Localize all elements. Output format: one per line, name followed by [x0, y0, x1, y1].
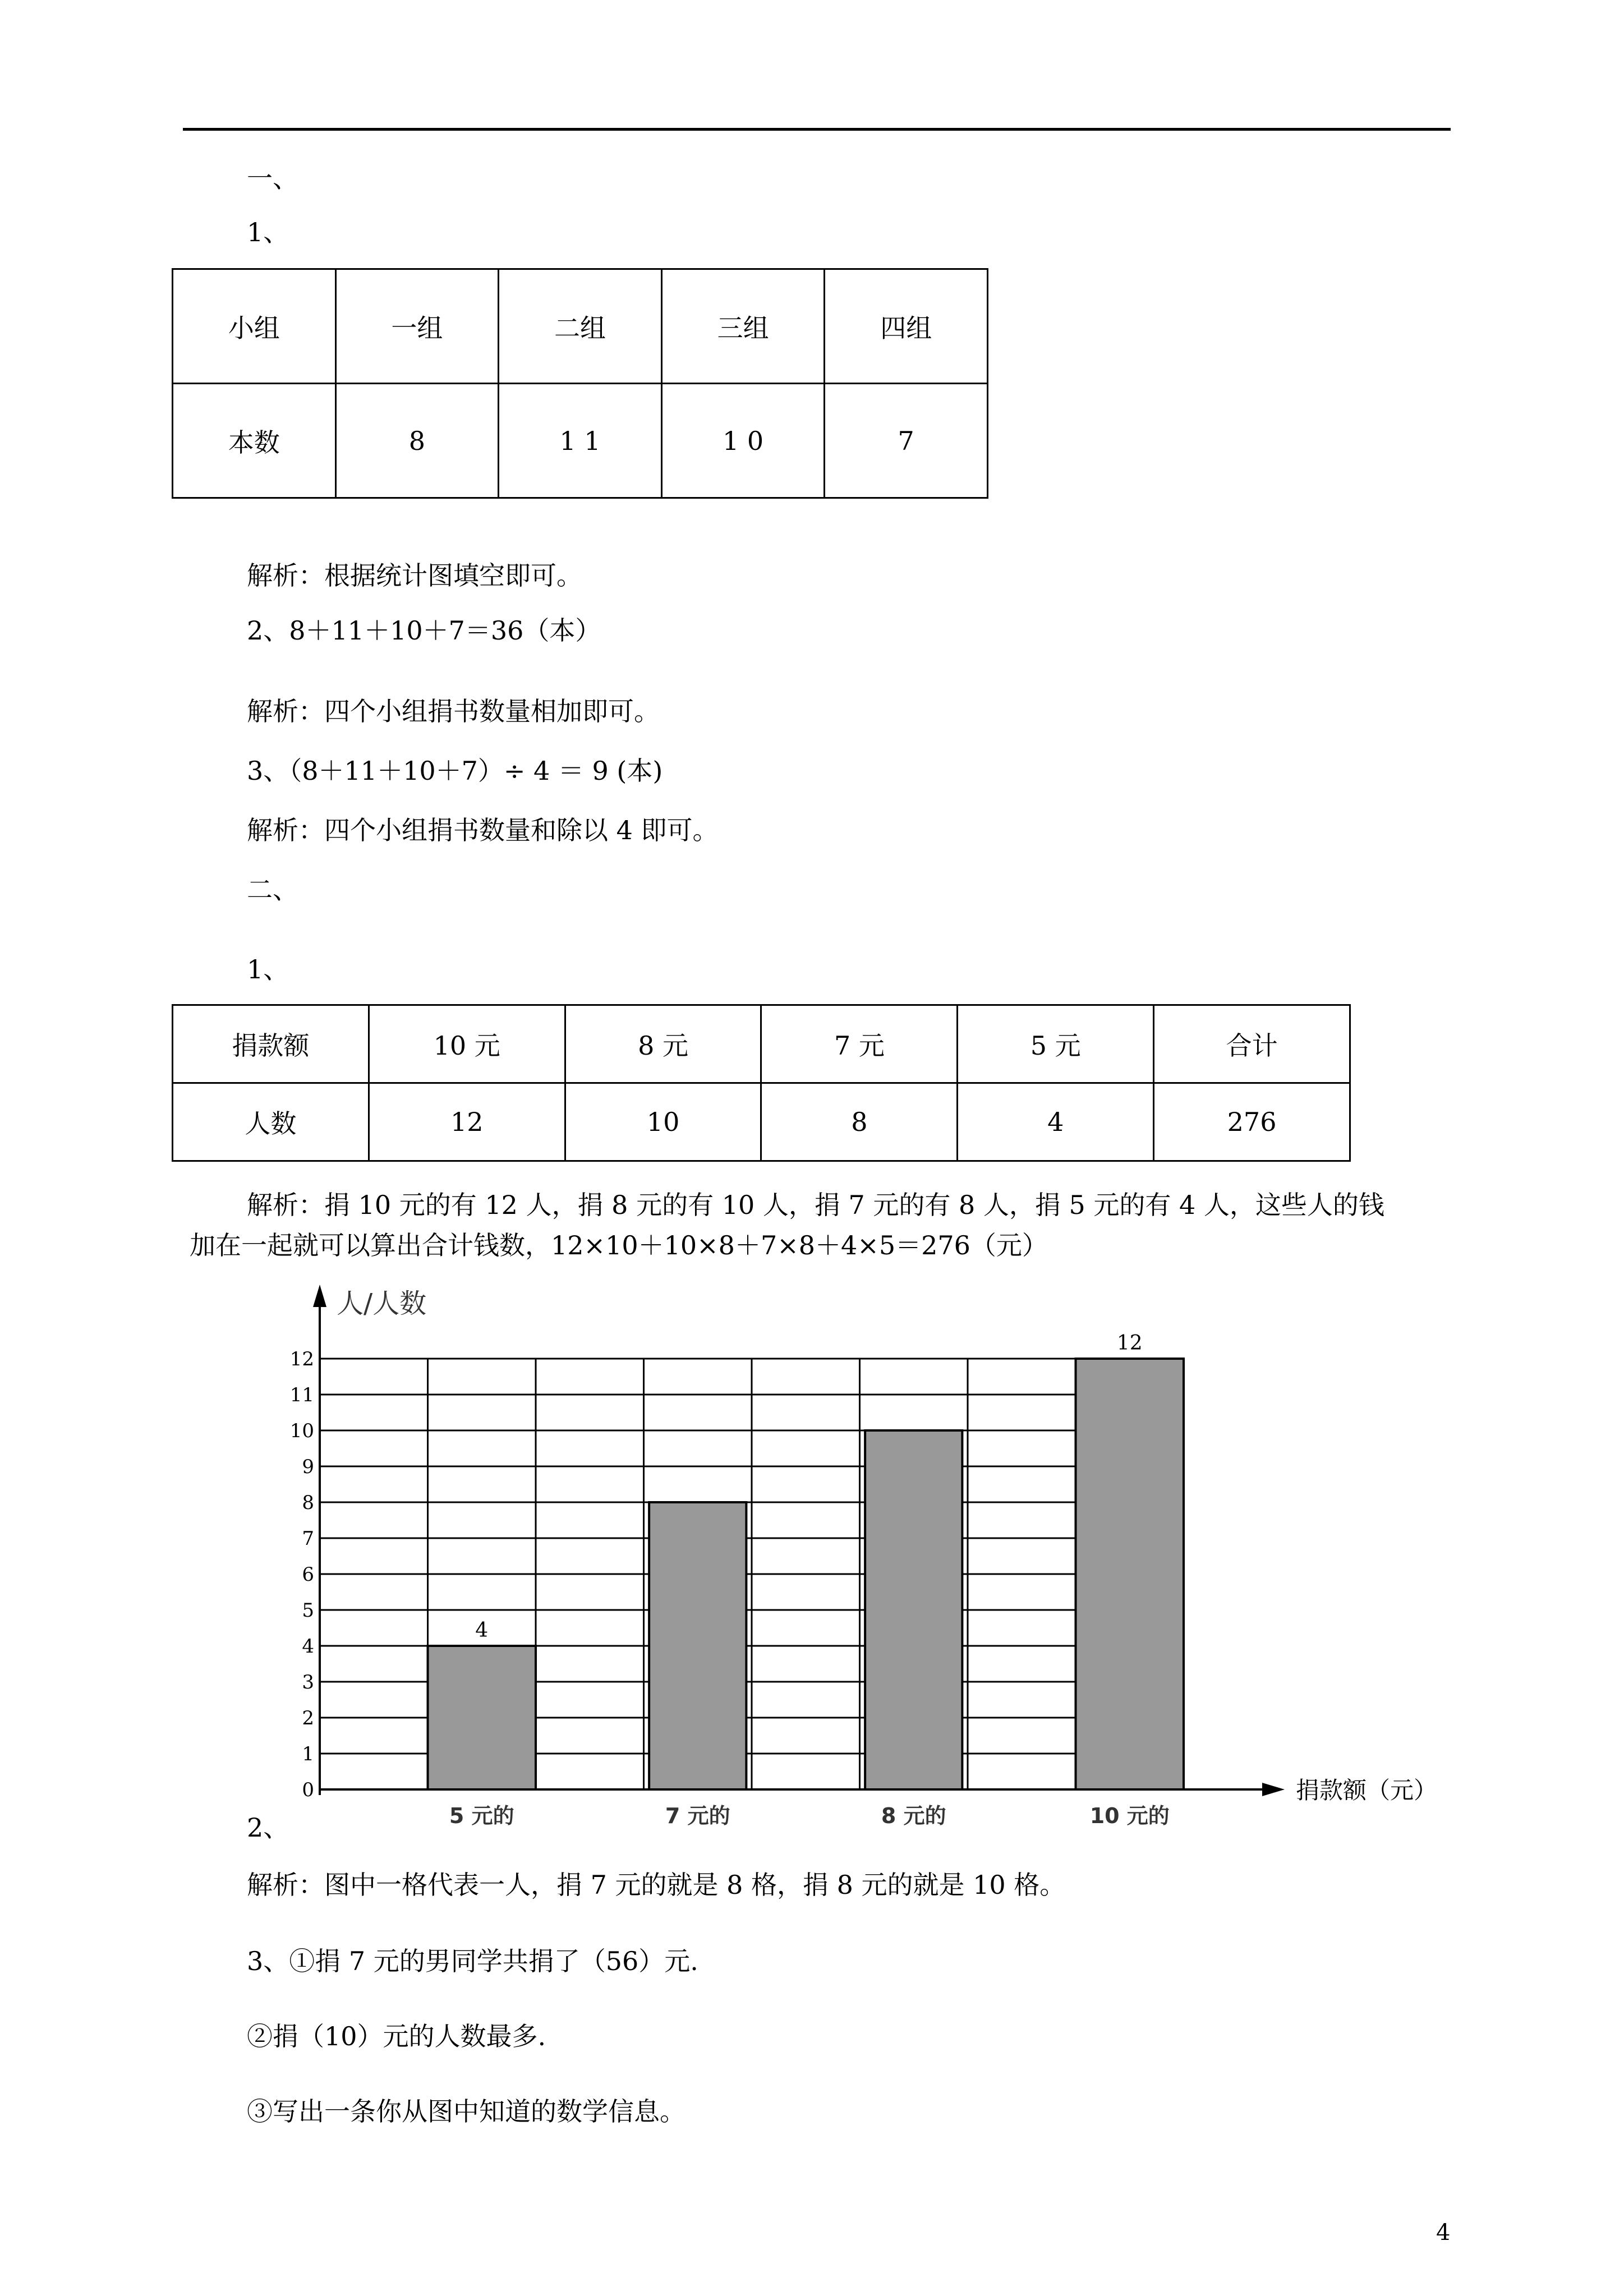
table-row	[173, 269, 988, 384]
header-rule	[183, 128, 1451, 131]
table-cell: 8	[335, 384, 499, 498]
y-tick-label: 4	[302, 1635, 314, 1658]
section1-q1-label: 1、	[247, 217, 289, 247]
table-cell: 四组	[825, 269, 988, 384]
table-cell: 小组	[173, 269, 336, 384]
y-tick-label: 5	[302, 1599, 314, 1622]
bar-5 元的	[428, 1646, 536, 1789]
y-tick-label: 8	[302, 1492, 314, 1514]
y-tick-label: 6	[302, 1563, 314, 1586]
table-cell: 人数	[173, 1083, 369, 1161]
table-cell: 1 1	[499, 384, 662, 498]
table-cell: 捐款额	[173, 1005, 369, 1083]
book-count-table	[172, 268, 988, 499]
category-label: 5 元的	[449, 1803, 514, 1828]
y-tick-label: 10	[289, 1420, 314, 1442]
table-cell: 8	[761, 1083, 958, 1161]
table-cell: 4	[958, 1083, 1154, 1161]
y-tick-label: 11	[289, 1384, 314, 1406]
category-label: 7 元的	[665, 1803, 730, 1828]
x-axis-label: 捐款额（元）	[1296, 1777, 1438, 1804]
bar-10 元的	[1076, 1359, 1184, 1789]
y-tick-label: 3	[302, 1671, 314, 1694]
section2-heading: 二、	[247, 875, 298, 905]
section2-q1-analysis-line2: 加在一起就可以算出合计钱数，12×10＋10×8＋7×8＋4×5＝276（元）	[190, 1230, 1048, 1260]
table-row	[173, 1005, 1350, 1083]
table-cell: 1 0	[661, 384, 825, 498]
table-cell: 5 元	[958, 1005, 1154, 1083]
section1-q3-analysis: 解析：四个小组捐书数量和除以 4 即可。	[247, 815, 719, 845]
section1-heading: 一、	[247, 163, 298, 194]
table-row	[173, 1083, 1350, 1161]
section1-q2: 2、8＋11＋10＋7＝36（本）	[247, 615, 601, 646]
table-cell: 12	[369, 1083, 565, 1161]
y-tick-label: 7	[302, 1527, 314, 1550]
section2-q3-b: ②捐（10）元的人数最多.	[247, 2021, 546, 2051]
table-cell: 10	[565, 1083, 761, 1161]
bar-8 元的	[865, 1430, 962, 1789]
data-label: 12	[1116, 1332, 1143, 1355]
category-label: 10 元的	[1089, 1803, 1170, 1828]
bar-7 元的	[649, 1502, 746, 1789]
table-cell: 7 元	[761, 1005, 958, 1083]
table-cell: 10 元	[369, 1005, 565, 1083]
section2-q3-a: 3、①捐 7 元的男同学共捐了（56）元.	[247, 1946, 698, 1976]
x-axis-arrow-icon	[1262, 1783, 1285, 1796]
y-axis-label: 人/人数	[337, 1288, 427, 1319]
section2-q1-label: 1、	[247, 954, 289, 984]
table-cell: 合计	[1154, 1005, 1350, 1083]
y-axis-arrow-icon	[313, 1285, 326, 1307]
y-tick-label: 12	[289, 1348, 314, 1370]
section2-q2-label: 2、	[247, 1812, 289, 1843]
table-cell: 一组	[335, 269, 499, 384]
section1-q2-analysis: 解析：四个小组捐书数量相加即可。	[247, 696, 660, 726]
section2-q3-c: ③写出一条你从图中知道的数学信息。	[247, 2096, 686, 2127]
y-tick-label: 1	[302, 1743, 314, 1765]
category-label: 8 元的	[881, 1803, 946, 1828]
section2-q2-analysis: 解析：图中一格代表一人，捐 7 元的就是 8 格，捐 8 元的就是 10 格。	[247, 1870, 1066, 1900]
table-cell: 276	[1154, 1083, 1350, 1161]
data-label: 4	[475, 1619, 489, 1642]
y-tick-label: 2	[302, 1707, 314, 1729]
table-row	[173, 384, 988, 498]
y-tick-label: 0	[302, 1779, 314, 1801]
donation-table	[172, 1004, 1351, 1162]
table-cell: 三组	[661, 269, 825, 384]
page-number: 4	[1436, 2220, 1451, 2246]
section2-q1-analysis-line1: 解析：捐 10 元的有 12 人，捐 8 元的有 10 人，捐 7 元的有 8 人，捐 5 元的有 4 人，这些人的钱	[247, 1190, 1384, 1220]
section1-q1-analysis: 解析：根据统计图填空即可。	[247, 560, 582, 591]
table-cell: 二组	[499, 269, 662, 384]
donation-bar-chart	[275, 1273, 1453, 1846]
y-tick-label: 9	[302, 1456, 314, 1478]
table-cell: 7	[825, 384, 988, 498]
table-cell: 本数	[173, 384, 336, 498]
section1-q3: 3、（8＋11＋10＋7）÷ 4 ＝ 9 (本)	[247, 756, 663, 786]
table-cell: 8 元	[565, 1005, 761, 1083]
